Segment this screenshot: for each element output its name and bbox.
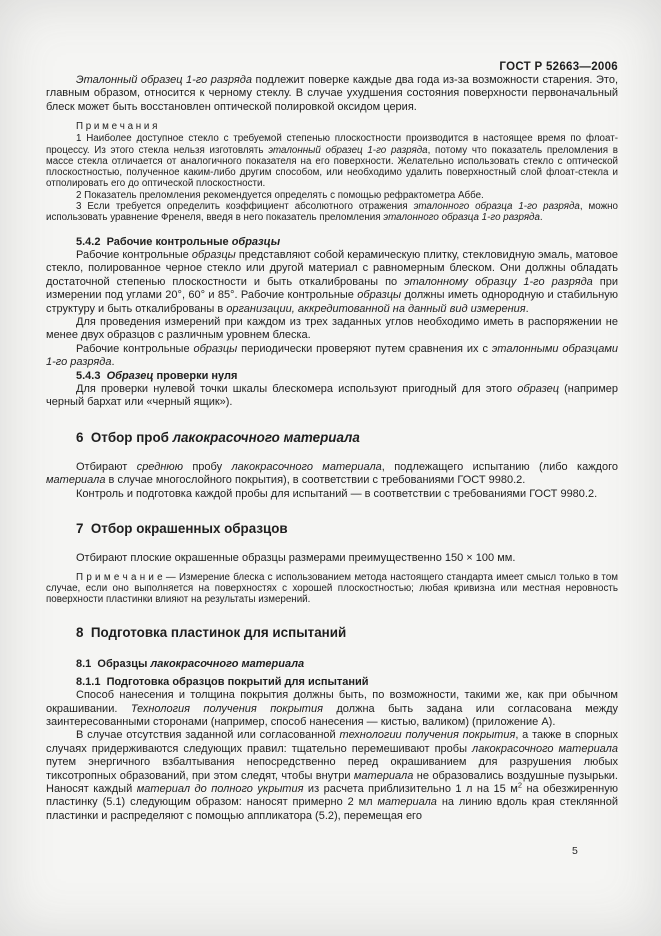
document-content [46,60,618,823]
paragraph-sampling-material: Отбирают среднюю пробу лакокрасочного материала, подлежащего испытанию (либо каждого материала в случае многослойного покрытия), в соответствии с требованиями ГОСТ 9980.2. [46,460,618,487]
paragraph-measurement-angles: Для проведения измерений при каждом из трех заданных углов необходимо иметь в распоряжении не менее двух образцов с различным уровнем блеска. [46,316,618,342]
note-1: 1 Наиболее доступное стекло с требуемой степенью плоскостности производится в настоящее время по флоат-процессу. Из этого стекла нельзя изготовлять эталонный образец 1-го разряда, потому что показатель преломления в массе стекла отличается от аналогичного показателя на его поверхности. Желательно использовать стекло с оптической плоскостностью, полученное каким-либо другим способом, или необходимо удалить поверхностный слой флоат-стекла и отполировать его до оптической плоскостности. [46,133,618,190]
note-section-7: П р и м е ч а н и е — Измерение блеска с использованием метода настоящего стандарта имеет смысл только в том случае, если оно выполняется на поверхностях с хорошей плоскостностью; любая кривизна или местная неровность поверхности пластинки влияют на результаты измерений. [46,571,618,606]
document-number-header: ГОСТ Р 52663—2006 [499,61,618,73]
heading-5-4-2: 5.4.2 Рабочие контрольные образцы [76,235,281,248]
note-2: 2 Показатель преломления рекомендуется определять с помощью рефрактометра Аббе. [76,189,484,201]
heading-8-1: 8.1 Образцы лакокрасочного материала [76,658,305,671]
paragraph-sample-control: Контроль и подготовка каждой пробы для испытаний — в соответствии с требованиями ГОСТ 9980.2. [76,487,598,500]
heading-section-7: 7 Отбор окрашенных образцов [76,521,288,537]
paragraph-zero-check-sample: Для проверки нулевой точки шкалы блескомера используют пригодный для этого образец (например черный бархат или «черный ящик»). [46,383,618,409]
paragraph-application-method: Способ нанесения и толщина покрытия должны быть, по возможности, такими же, как при обычном окрашивании. Технология получения покрытия должна быть задана или согласована между заинтересованными сторонами (например, способ нанесения — кистью, валиком) (приложение А). [46,689,619,729]
heading-8-1-1: 8.1.1 Подготовка образцов покрытий для испытаний [76,675,369,688]
paragraph-working-control-samples: Рабочие контрольные образцы представляют собой керамическую плитку, стекловидную эмаль, матовое стекло, полированное черное стекло или другой материал с равномерным блеском. Они должны обладать достаточной степенью плоскостности и быть откалиброваны по эталонному образцу 1-го разряда при измерении под углами 20°, 60° и 85°. Рабочие контрольные образцы должны иметь однородную и стабильную структуру и быть откалиброваны в организации, аккредитованной на данный вид измерения. [46,249,619,315]
page-number: 5 [572,845,578,857]
heading-section-8: 8 Подготовка пластинок для испытаний [76,625,347,641]
heading-section-6: 6 Отбор проб лакокрасочного материала [76,429,360,445]
notes-title: П р и м е ч а н и я [76,121,158,133]
note-3: 3 Если требуется определить коэффициент абсолютного отражения эталонного образца 1-го разряда, можно использовать уравнение Френеля, введя в него показатель преломления эталонного образца 1-го разряда. [46,201,618,224]
paragraph-application-rules: В случае отсутствия заданной или согласованной технологии получения покрытия, а также в спорных случаях придерживаются следующих правил: тщательно перемешивают пробы лакокрасочного материала путем энергичного взбалтывания непосредственно перед окрашиванием для разрушения любых тиксотропных образований, при этом следят, чтобы внутри материала не образовались воздушные пузырьки. Наносят каждый материал до полного укрытия из расчета приблизительно 1 л на 15 $м^2$ на обезжиренную пластинку (5.1) следующим образом: наносят примерно 2 мл материала на линию вдоль края стеклянной пластинки и распределяют с помощью аппликатора (5.2), перемещая его [46,729,618,822]
heading-5-4-3: 5.4.3 Образец проверки нуля [76,369,238,382]
paragraph-periodic-check: Рабочие контрольные образцы периодически проверяют путем сравнения их с эталонными образцами 1-го разряда. [46,342,619,369]
paragraph-etalon-verification: Эталонный образец 1-го разряда подлежит поверке каждые два года из-за возможности старения. Это, главным образом, относится к черному стеклу. В случае ухудшения состояния поверхности первоначальный блеск может быть восстановлен оптической полировкой оксидом церия. [46,74,618,113]
paragraph-painted-samples: Отбирают плоские окрашенные образцы размерами преимущественно 150 × 100 мм. [76,552,516,565]
